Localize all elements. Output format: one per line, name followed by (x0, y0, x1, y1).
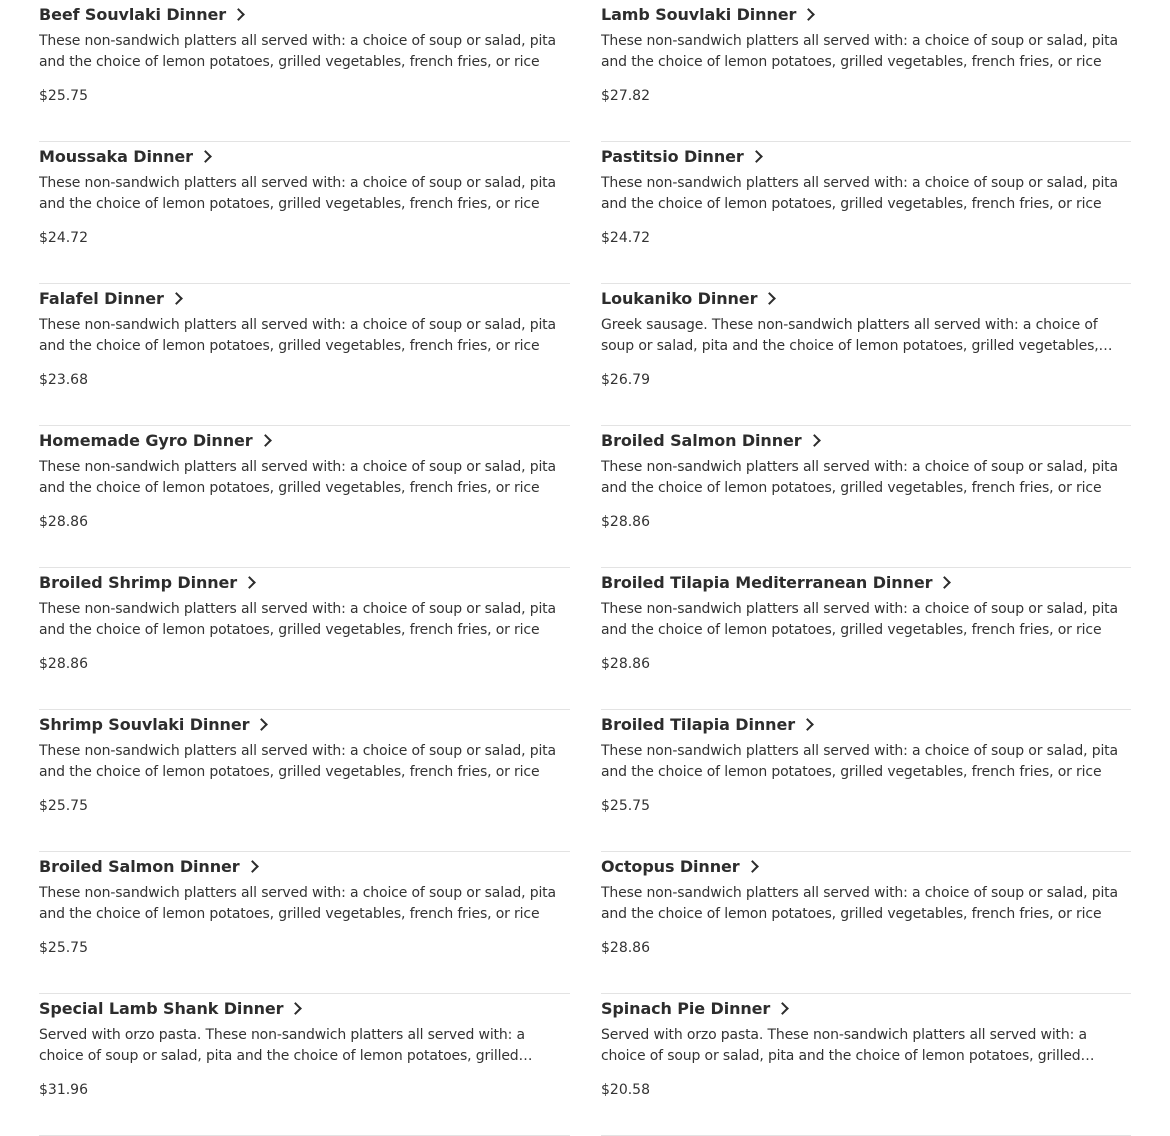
menu-item-description: These non-sandwich platters all served with: a choice of soup or salad, pita and the choice of lemon potatoes, grilled vegetables, french fries, or rice (39, 885, 556, 922)
menu-item-card[interactable] (39, 710, 570, 852)
chevron-right-icon[interactable] (763, 292, 776, 305)
menu-item-card[interactable] (601, 710, 1131, 852)
menu-item-description: Served with orzo pasta. These non-sandwich platters all served with: a choice of soup or salad, pita and the choice of lemon potatoes, grilled… (39, 1027, 533, 1064)
menu-item-name[interactable]: Broiled Salmon Dinner (601, 430, 802, 450)
menu-item-header[interactable] (601, 998, 787, 1018)
menu-item-description: Greek sausage. These non-sandwich platters all served with: a choice of soup or salad, pita and the choice of lemon potatoes, grilled vegetables,… (601, 317, 1113, 354)
chevron-right-icon[interactable] (776, 1002, 789, 1015)
chevron-right-icon[interactable] (243, 576, 256, 589)
menu-item-header[interactable] (39, 146, 210, 166)
chevron-right-icon[interactable] (170, 292, 183, 305)
chevron-right-icon[interactable] (259, 434, 272, 447)
chevron-right-icon[interactable] (199, 150, 212, 163)
menu-item-name[interactable]: Broiled Tilapia Mediterranean Dinner (601, 572, 933, 592)
menu-item-header[interactable] (39, 998, 300, 1018)
menu-item-price: $25.75 (39, 88, 88, 104)
menu-item-card[interactable] (39, 0, 570, 142)
menu-item-description: These non-sandwich platters all served with: a choice of soup or salad, pita and the choice of lemon potatoes, grilled vegetables, french fries, or rice (39, 743, 556, 780)
menu-item-price: $27.82 (601, 88, 650, 104)
menu-item-header[interactable] (39, 288, 181, 308)
menu-item-header[interactable] (601, 4, 813, 24)
menu-item-header[interactable] (39, 856, 257, 876)
menu-item-description: These non-sandwich platters all served with: a choice of soup or salad, pita and the choice of lemon potatoes, grilled vegetables, french fries, or rice (601, 885, 1118, 922)
menu-item-header[interactable] (39, 714, 266, 734)
menu-item-price: $24.72 (39, 230, 88, 246)
chevron-right-icon[interactable] (939, 576, 952, 589)
menu-item-card[interactable] (601, 142, 1131, 284)
menu-item-description: These non-sandwich platters all served with: a choice of soup or salad, pita and the choice of lemon potatoes, grilled vegetables, french fries, or rice (39, 601, 556, 638)
menu-item-card[interactable] (601, 852, 1131, 994)
menu-item-card[interactable] (601, 426, 1131, 568)
menu-item-description: These non-sandwich platters all served with: a choice of soup or salad, pita and the choice of lemon potatoes, grilled vegetables, french fries, or rice (39, 459, 556, 496)
menu-item-price: $25.75 (39, 798, 88, 814)
chevron-right-icon[interactable] (750, 150, 763, 163)
menu-item-price: $31.96 (39, 1082, 88, 1098)
menu-item-header[interactable] (601, 856, 757, 876)
menu-item-description: These non-sandwich platters all served with: a choice of soup or salad, pita and the choice of lemon potatoes, grilled vegetables, french fries, or rice (601, 175, 1118, 212)
menu-item-card[interactable] (39, 426, 570, 568)
menu-item-name[interactable]: Loukaniko Dinner (601, 288, 758, 308)
menu-item-description: These non-sandwich platters all served with: a choice of soup or salad, pita and the choice of lemon potatoes, grilled vegetables, french fries, or rice (39, 175, 556, 212)
menu-item-header[interactable] (39, 430, 270, 450)
menu-item-card[interactable] (601, 284, 1131, 426)
menu-item-price: $20.58 (601, 1082, 650, 1098)
menu-item-header[interactable] (39, 4, 243, 24)
chevron-right-icon[interactable] (246, 860, 259, 873)
chevron-right-icon[interactable] (746, 860, 759, 873)
menu-item-description: These non-sandwich platters all served with: a choice of soup or salad, pita and the choice of lemon potatoes, grilled vegetables, french fries, or rice (601, 743, 1118, 780)
menu-item-header[interactable] (601, 146, 761, 166)
menu-item-header[interactable] (601, 714, 812, 734)
menu-item-header[interactable] (39, 572, 254, 592)
menu-item-name[interactable]: Broiled Salmon Dinner (39, 856, 240, 876)
chevron-right-icon[interactable] (801, 718, 814, 731)
menu-item-price: $23.68 (39, 372, 88, 388)
chevron-right-icon[interactable] (256, 718, 269, 731)
menu-item-name[interactable]: Shrimp Souvlaki Dinner (39, 714, 250, 734)
chevron-right-icon[interactable] (808, 434, 821, 447)
menu-item-price: $28.86 (601, 940, 650, 956)
menu-item-description: These non-sandwich platters all served with: a choice of soup or salad, pita and the choice of lemon potatoes, grilled vegetables, french fries, or rice (601, 33, 1118, 70)
chevron-right-icon[interactable] (232, 8, 245, 21)
menu-item-card[interactable] (601, 568, 1131, 710)
menu-item-price: $24.72 (601, 230, 650, 246)
menu-item-name[interactable]: Broiled Shrimp Dinner (39, 572, 238, 592)
menu-item-price: $28.86 (39, 656, 88, 672)
menu-item-price: $28.86 (601, 514, 650, 530)
menu-item-header[interactable] (601, 430, 819, 450)
menu-item-description: These non-sandwich platters all served with: a choice of soup or salad, pita and the choice of lemon potatoes, grilled vegetables, french fries, or rice (601, 459, 1118, 496)
menu-item-description: These non-sandwich platters all served with: a choice of soup or salad, pita and the choice of lemon potatoes, grilled vegetables, french fries, or rice (39, 33, 556, 70)
chevron-right-icon[interactable] (290, 1002, 303, 1015)
menu-item-price: $28.86 (601, 656, 650, 672)
menu-item-price: $28.86 (39, 514, 88, 530)
menu-item-price: $25.75 (39, 940, 88, 956)
menu-item-description: These non-sandwich platters all served with: a choice of soup or salad, pita and the choice of lemon potatoes, grilled vegetables, french fries, or rice (39, 317, 556, 354)
menu-item-description: Served with orzo pasta. These non-sandwich platters all served with: a choice of soup or salad, pita and the choice of lemon potatoes, grilled… (601, 1027, 1095, 1064)
menu-item-card[interactable] (39, 284, 570, 426)
menu-item-header[interactable] (601, 288, 774, 308)
menu-item-name[interactable]: Pastitsio Dinner (601, 146, 744, 166)
menu-item-name[interactable]: Broiled Tilapia Dinner (601, 714, 795, 734)
menu-item-header[interactable] (601, 572, 949, 592)
menu-item-card[interactable] (601, 0, 1131, 142)
menu-item-price: $25.75 (601, 798, 650, 814)
menu-item-grid (39, 0, 1131, 1136)
menu-item-card[interactable] (39, 142, 570, 284)
menu-item-card[interactable] (601, 994, 1131, 1136)
menu-item-name[interactable]: Moussaka Dinner (39, 146, 193, 166)
menu-item-card[interactable] (39, 568, 570, 710)
menu-item-name[interactable]: Octopus Dinner (601, 856, 740, 876)
menu-item-name[interactable]: Beef Souvlaki Dinner (39, 4, 227, 24)
chevron-right-icon[interactable] (802, 8, 815, 21)
menu-item-card[interactable] (39, 994, 570, 1136)
menu-item-description: These non-sandwich platters all served with: a choice of soup or salad, pita and the choice of lemon potatoes, grilled vegetables, french fries, or rice (601, 601, 1118, 638)
menu-item-name[interactable]: Falafel Dinner (39, 288, 164, 308)
menu-item-name[interactable]: Homemade Gyro Dinner (39, 430, 253, 450)
menu-item-name[interactable]: Spinach Pie Dinner (601, 998, 771, 1018)
menu-item-price: $26.79 (601, 372, 650, 388)
menu-item-name[interactable]: Lamb Souvlaki Dinner (601, 4, 797, 24)
menu-item-name[interactable]: Special Lamb Shank Dinner (39, 998, 284, 1018)
menu-item-card[interactable] (39, 852, 570, 994)
